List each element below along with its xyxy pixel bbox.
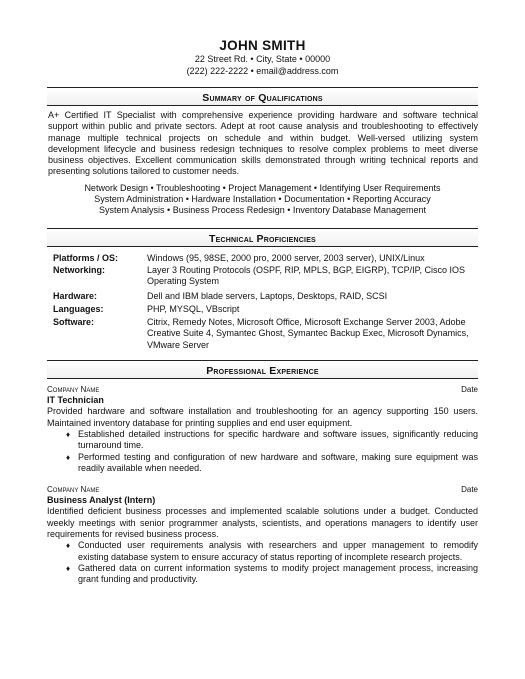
summary-title: Summary of Qualifications <box>202 92 323 104</box>
bullet-text: Performed testing and configuration of new hardware and software, making sure equipment was readily available when needed. <box>78 451 478 473</box>
job-entry <box>47 385 478 474</box>
job-description: Provided hardware and software installation and troubleshooting for an agency supporting 150 users. Maintained inventory database for printing supplies and end user equipment. <box>47 406 478 428</box>
job-entry <box>47 485 478 585</box>
job-description: Identified deficient business processes and implemented scalable solutions under a budget. Conducted weekly meetings with senior programmer analysts, scientists, and operations managers to identify user requirements for revised business process. <box>47 506 478 540</box>
tech-value: Windows (95, 98SE, 2000 pro, 2000 server, 2003 server), UNIX/Linux <box>147 252 425 263</box>
diamond-bullet-icon: ♦ <box>66 429 71 439</box>
tech-label: Software: <box>53 317 95 328</box>
job-date: Date <box>461 385 478 395</box>
tech-row <box>53 317 478 351</box>
bullet-item <box>47 452 478 475</box>
bullet-text: Gathered data on current information systems to modify project management process, increasing grant funding and productivity. <box>78 562 478 585</box>
address-line: 22 Street Rd. • City, State • 00000 <box>194 54 331 64</box>
job-title: IT Technician <box>47 395 104 406</box>
tech-label: Networking: <box>53 264 106 275</box>
tech-value: Citrix, Remedy Notes, Microsoft Office, Microsoft Exchange Server 2003, Adobe Creative Suite 4, Symantec Ghost, Symantec Backup Exec, Microsoft Dynamics, VMware Server <box>147 317 469 350</box>
bullet-item <box>47 429 478 452</box>
tech-label: Languages: <box>53 303 104 314</box>
diamond-bullet-icon: ♦ <box>66 563 71 573</box>
diamond-bullet-icon: ♦ <box>66 452 71 462</box>
tech-value: Layer 3 Routing Protocols (OSPF, RIP, MPLS, BGP, EIGRP), TCP/IP, Cisco IOS Operating System <box>147 264 465 287</box>
summary-section-header <box>47 87 478 106</box>
bullet-text: Established detailed instructions for specific hardware and software issues, significantly reducing turnaround time. <box>78 428 478 451</box>
bullet-item <box>47 563 478 586</box>
skills-line: System Administration • Hardware Installation • Documentation • Reporting Accuracy <box>94 194 431 205</box>
company-name: Company Name <box>47 385 100 395</box>
job-title: Business Analyst (Intern) <box>47 495 156 506</box>
job-bullets <box>47 540 478 585</box>
tech-value: Dell and IBM blade servers, Laptops, Desktops, RAID, SCSI <box>147 290 388 301</box>
tech-row <box>53 265 478 288</box>
candidate-name: JOHN SMITH <box>219 38 306 53</box>
job-header <box>47 485 478 495</box>
tech-row <box>53 291 478 302</box>
resume-header <box>0 0 525 77</box>
skills-line: Network Design • Troubleshooting • Project Management • Identifying User Requirements <box>84 182 441 193</box>
diamond-bullet-icon: ♦ <box>66 541 71 551</box>
technical-section-header <box>47 228 478 247</box>
tech-label: Hardware: <box>53 290 98 301</box>
experience-section-header <box>47 360 478 379</box>
company-name: Company Name <box>47 485 100 495</box>
contact-line: (222) 222-2222 • email@address.com <box>186 65 339 76</box>
bullet-text: Conducted user requirements analysis with researchers and upper management to remodify existing database system to ensure accuracy of status reporting of incomplete research projects. <box>78 540 478 562</box>
job-bullets <box>47 429 478 474</box>
skills-line: System Analysis • Business Process Redesign • Inventory Database Management <box>99 205 426 216</box>
tech-row <box>53 304 478 315</box>
tech-label: Platforms / OS: <box>53 252 119 263</box>
job-date: Date <box>461 485 478 495</box>
skills-list <box>0 183 525 217</box>
job-header <box>47 385 478 395</box>
technical-title: Technical Proficiencies <box>209 232 316 245</box>
tech-value: PHP, MYSQL, VBscript <box>147 303 240 314</box>
bullet-item <box>47 540 478 563</box>
experience-title: Professional Experience <box>206 365 319 378</box>
technical-table <box>53 253 478 351</box>
summary-paragraph: A+ Certified IT Specialist with comprehensive experience providing hardware and software technical support within public and private sectors. Adept at root cause analysis and troubleshooting to effectively manage multiple technical projects on schedule and within budget. Well-versed utilizing system development lifecycle and business redesign techniques to resolve complex problems to meet diverse business objectives. Excellent communication skills demonstrated through writing technical reports and presenting solutions tailored to customer needs. <box>48 110 478 177</box>
tech-row <box>53 253 478 264</box>
